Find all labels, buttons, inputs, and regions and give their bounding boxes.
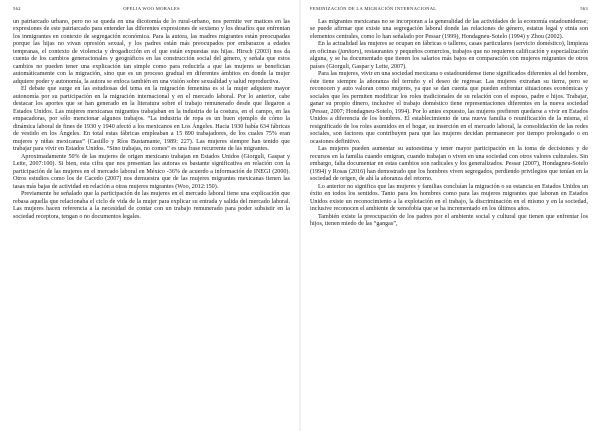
left-page-body	[13, 19, 290, 221]
right-page-body	[310, 19, 588, 229]
left-paragraph-2: El debate que surge en las estudiosas del tema en la migración femenina es si la mujer adquiere mayor autonomía por su participación en la migración internacional y en el mercado laboral. Por lo anterior, cabe destacar los aportes que se han generado en la literatura sobre el trabajo remunerado desde que llegaron a Estados Unidos. Las mujeres mexicanas migrantes trabajaban en la industria de la costura, en el campo, en las empacadoras, por sólo mencionar algunos trabajos. “La industria de ropa es un buen ejemplo de cómo la dinámica laboral de fines de 1930 y 1940 afectó a los mexicanos en Los Ángeles. Hacia 1930 había 634 fábricas de vestido en los Ángeles. En total estas fábricas empleaban a 15 890 trabajadores, de los cuales 75% eran mujeres y niñas mexicanas” (Castillo y Ríos Bustamante, 1989: 227). Las mujeres siempre han tenido que trabajar para vivir en Estados Unidos. “Sino trabajas, no comes” es una frase recurrente de las migrantes.	[13, 86, 290, 153]
right-paragraph-2: En la actualidad las mujeres se ocupan en fábricas o talleres, casas particulares (servicio doméstico), limpieza en oficinas (janitors), restaurantes y pequeños comercios, trabajos que no requieren calificación y especialización alguna, y se ha documentado que tienen los salarios más bajos en comparación con mujeres migrantes de otros países (Giorguli, Gaspar y Leite, 2007).	[310, 41, 588, 70]
right-paragraph-4: Las mujeres pueden aumentar su autoestima y tener mayor participación en la toma de decisiones y de recursos en la familia cuando emigran, cuando trabajan o viven en una sociedad con otros valores culturales. Sin embargo, falta documentar en estas cambios son radicales y los generalizados. Pessar (2007), Hondagneu-Sotelo (1994) y Rosas (2016) han demostrado que los hombres viven segregados, perdiendo privilegios que tenían en la sociedad de origen, de ahí la añoranza del retorno.	[310, 146, 588, 183]
right-paragraph-3: Para las mujeres, vivir en una sociedad mexicana o estadounidense tiene significados diferentes al del hombre, éste tiene siempre la añoranza del terruño y el deseo de regresar. Las mujeres extrañan su tierra, pero se reconocen y auto valoran como mujeres, ya que se dan cuenta que pueden enfrentar situaciones económicas y sociales que les permiten modificar los roles tradicionales de su relación con el esposo, padre e hijos. Trabajar, ganar su propio dinero, inclusive el trabajo doméstico tiene representaciones diferentes en la nueva sociedad (Pessar, 2007; Hondagneu-Sotelo, 1994). Por lo antes expuesto, las mujeres prefieren quedarse a vivir en Estados Unidos a diferencia de los hombres. El establecimiento de una nueva familia o reunificación de la misma, el resignificado de los roles asumidos en el hogar, su inserción en el mercado laboral, la consolidación de las redes sociales, son factores que contribuyen para que las mujeres decidan permanecer por tiempo prolongado o en ocasiones definitivo.	[310, 71, 588, 145]
right-running-head: FEMINIZACIÓN DE LA MIGRACIÓN INTERNACIONAL	[310, 6, 437, 11]
left-page-number: 562	[13, 6, 21, 11]
left-paragraph-1: un patriarcado urbano, pero no se queda en una dicotomía de lo rural-urbano, nos permite ver matices en las expresiones de este patriarcado para entender las diferentes expresiones de sexismo y los desafíos que enfrentan los inmigrantes en contexto de segregación económica. Para la autora, las madres migrantes están preocupadas porque las hijas no vivan opresión sexual, y los padres están más preocupados por embarazos a edades tempranas, el contexto de violencia y drogadicción en el que están expuestas sus hijas. Hirsch (2003) nos da cuenta de los cambios generacionales y geográficos en las construcción social del género, y señala que estos cambios no pueden tener una explicación tan simple como para reducirla a que las mujeres se benefician automáticamente con la migración, sino que es un proceso gradual en diferentes ámbitos en donde la mujer adquiere poder y autonomía, la autora se enfoca también en una visión sobre sexualidad y salud reproductiva.	[13, 19, 290, 85]
left-running-header	[13, 6, 290, 16]
right-paragraph-6: También existe la preocupación de los padres por el ambiente social y cultural que tienen que enfrentar los hijos, tienen miedo de las “gangas”,	[310, 213, 588, 228]
right-running-header	[310, 6, 588, 16]
right-page-number: 563	[580, 6, 588, 11]
right-paragraph-5: Lo anterior no significa que las mujeres y familias concluían la migración o su estancia en Estados Unidos un éxito en todos los sentidos. Tanto para los hombres como para las mujeres migrantes que laboran en Estados Unidos existe un reconocimiento a la explotación en el trabajo, la discriminación en el mismo y en la sociedad, inclusive reconocen el ambiente de xenofobia que se ha incrementado en los últimos años.	[310, 183, 588, 213]
right-page	[300, 0, 600, 431]
right-paragraph-1: Las migrantes mexicanas no se incorporan a la generalidad de las actividades de la economía estadounidense; se puede afirmar que existe una segregación laboral donde las relaciones de género, estatus legal y etnia son elementos centrales, como lo han señalado por Pessar (1999), Hondagneu-Sotelo (1994) y Zhou (2002).	[310, 19, 588, 40]
left-paragraph-3: Aproximadamente 50% de las mujeres de origen mexicano trabajan en Estados Unidos (Giorguli, Gaspar y Leite, 2007:100). Si bien, esta cifra que nos presentan las autoras es bastante significativa en relación con la participación de las mujeres en el mercado laboral en México -36% de acuerdo a información de INEGI (2000). Otros estudios como los de Cacedo (2007) nos demuestra que de las mujeres migrantes mexicanas tienen las tasas más bajas de actividad en relación a otras mujeres migrantes (Woo, 2012:150).	[13, 153, 290, 190]
left-paragraph-4: Previamente he señalado que la participación de las mujeres en el mercado laboral tiene una explicación que rebasa aquella que relacionaba el ciclo de vida de la mujer para explicar su entrada y salida del mercado laboral. Las mujeres hacen referencia a la necesidad de contar con un trabajo remunerado para poder subsistir en la sociedad receptora, tengan o no documentos legales.	[13, 191, 290, 220]
left-running-head: OFELIA WOO MORALES	[123, 6, 180, 11]
